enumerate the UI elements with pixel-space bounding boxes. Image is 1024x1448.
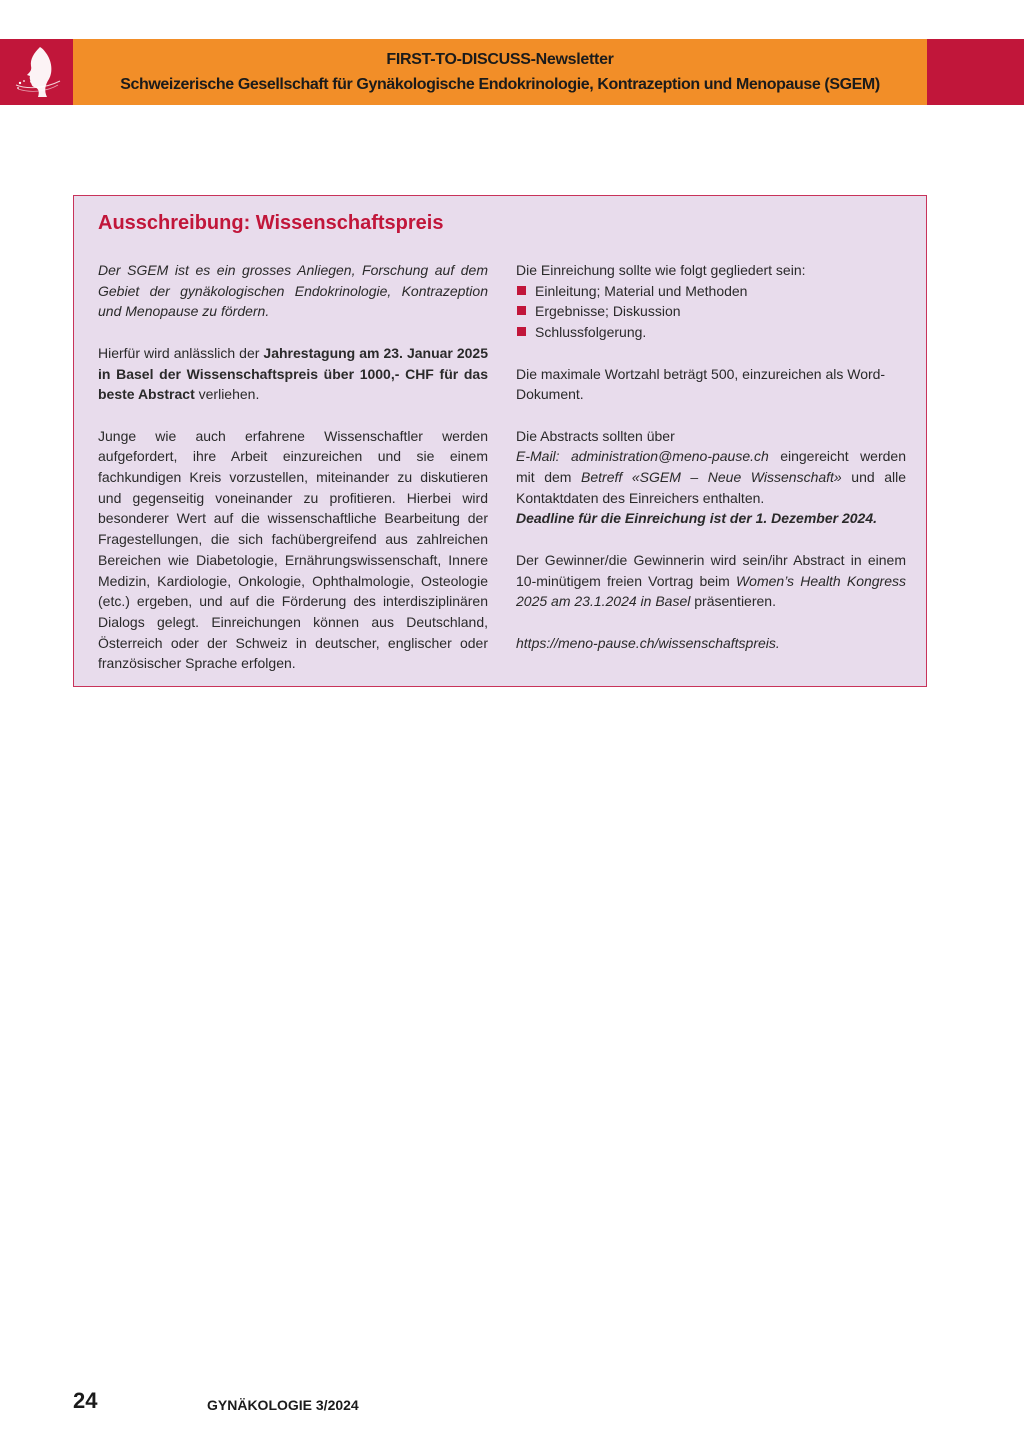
bullet-square-icon bbox=[517, 327, 526, 336]
submission-line1: Die Abstracts sollten über bbox=[516, 427, 675, 444]
page-number: 24 bbox=[73, 1388, 98, 1413]
header-band bbox=[73, 39, 927, 105]
list-item-label: Ergebnisse; Diskussion bbox=[535, 303, 681, 320]
list-item-label: Einleitung; Material und Methoden bbox=[535, 282, 748, 299]
award-text-post: verliehen. bbox=[194, 386, 260, 403]
deadline-text: Deadline für die Einreichung ist der 1. Dezember 2024. bbox=[516, 510, 878, 527]
winner-post: präsentieren. bbox=[690, 593, 776, 610]
newsletter-title: FIRST-TO-DISCUSS-Newsletter bbox=[386, 51, 614, 68]
list-item-label: Schlussfolgerung. bbox=[535, 324, 647, 341]
intro-paragraph: Der SGEM ist es ein grosses Anliegen, Forschung auf dem Gebiet der gynäkologischen Endokrinologie, Kontrazeption und Menopause zu fördern. bbox=[98, 262, 488, 320]
wordcount-paragraph: Die maximale Wortzahl beträgt 500, einzureichen als Word-Dokument. bbox=[516, 365, 886, 403]
submission-mid: eingereicht werden mit dem bbox=[516, 448, 906, 485]
left-column bbox=[98, 260, 488, 674]
submission-subject: Betreff «SGEM – Neue Wissenschaft» bbox=[581, 469, 842, 485]
logo-block bbox=[0, 39, 73, 105]
structure-intro: Die Einreichung sollte wie folgt gegliedert sein: bbox=[516, 262, 806, 278]
award-text-bold: Jahrestagung am 23. Januar 2025 in Basel der Wissenschaftspreis über 1000,- CHF für das beste Abstract bbox=[98, 344, 488, 403]
bullet-square-icon bbox=[517, 306, 526, 315]
award-paragraph bbox=[98, 343, 488, 405]
right-column bbox=[516, 260, 906, 653]
newsletter-header bbox=[0, 39, 1024, 105]
list-item bbox=[516, 301, 906, 322]
announcement-box bbox=[73, 195, 927, 687]
list-item bbox=[516, 322, 906, 343]
winner-paragraph bbox=[516, 550, 906, 612]
submission-paragraph bbox=[516, 426, 906, 530]
list-item bbox=[516, 281, 906, 302]
award-link[interactable]: https://meno-pause.ch/wissenschaftspreis. bbox=[516, 634, 780, 651]
submission-end: und alle Kontaktdaten des Einreichers enthalten. bbox=[516, 469, 906, 506]
submission-email-link[interactable]: E-Mail: administration@meno-pause.ch bbox=[516, 448, 769, 465]
header-right-block bbox=[927, 39, 1024, 105]
bullet-square-icon bbox=[517, 286, 526, 295]
announcement-title: Ausschreibung: Wissenschaftspreis bbox=[98, 212, 444, 234]
society-name: Schweizerische Gesellschaft für Gynäkologische Endokrinologie, Kontrazeption und Menopause (SGEM) bbox=[120, 76, 880, 93]
woman-profile-icon bbox=[0, 39, 73, 105]
journal-issue: GYNÄKOLOGIE 3/2024 bbox=[207, 1397, 359, 1413]
winner-pre: Der Gewinner/die Gewinnerin wird sein/ihr Abstract in einem 10-minütigem freien Vortrag beim bbox=[516, 551, 906, 589]
award-text-pre: Hierfür wird anlässlich der bbox=[98, 344, 264, 361]
call-paragraph: Junge wie auch erfahrene Wissenschaftler werden aufgefordert, ihre Arbeit einzureichen und sie einem fachkundigen Kreis vorzustellen, miteinander zu diskutieren und gegenseitig voneinander zu profitieren. Hierbei wird besonderer Wert auf die wissenschaftliche Bearbeitung der Fragestellungen, die sich fachübergreifend aus zahlreichen Bereichen wie Diabetologie, Ernährungswissenschaft, Innere Medizin, Kardiologie, Onkologie, Ophthalmologie, Osteologie (etc.) ergeben, und auf die Förderung des interdisziplinären Dialogs gelegt. Einreichungen können aus Deutschland, Österreich oder der Schweiz in deutscher, englischer oder französischer Sprache erfolgen. bbox=[98, 427, 488, 672]
structure-list bbox=[516, 281, 906, 343]
winner-event: Women’s Health Kongress 2025 am 23.1.2024 in Basel bbox=[516, 572, 906, 610]
